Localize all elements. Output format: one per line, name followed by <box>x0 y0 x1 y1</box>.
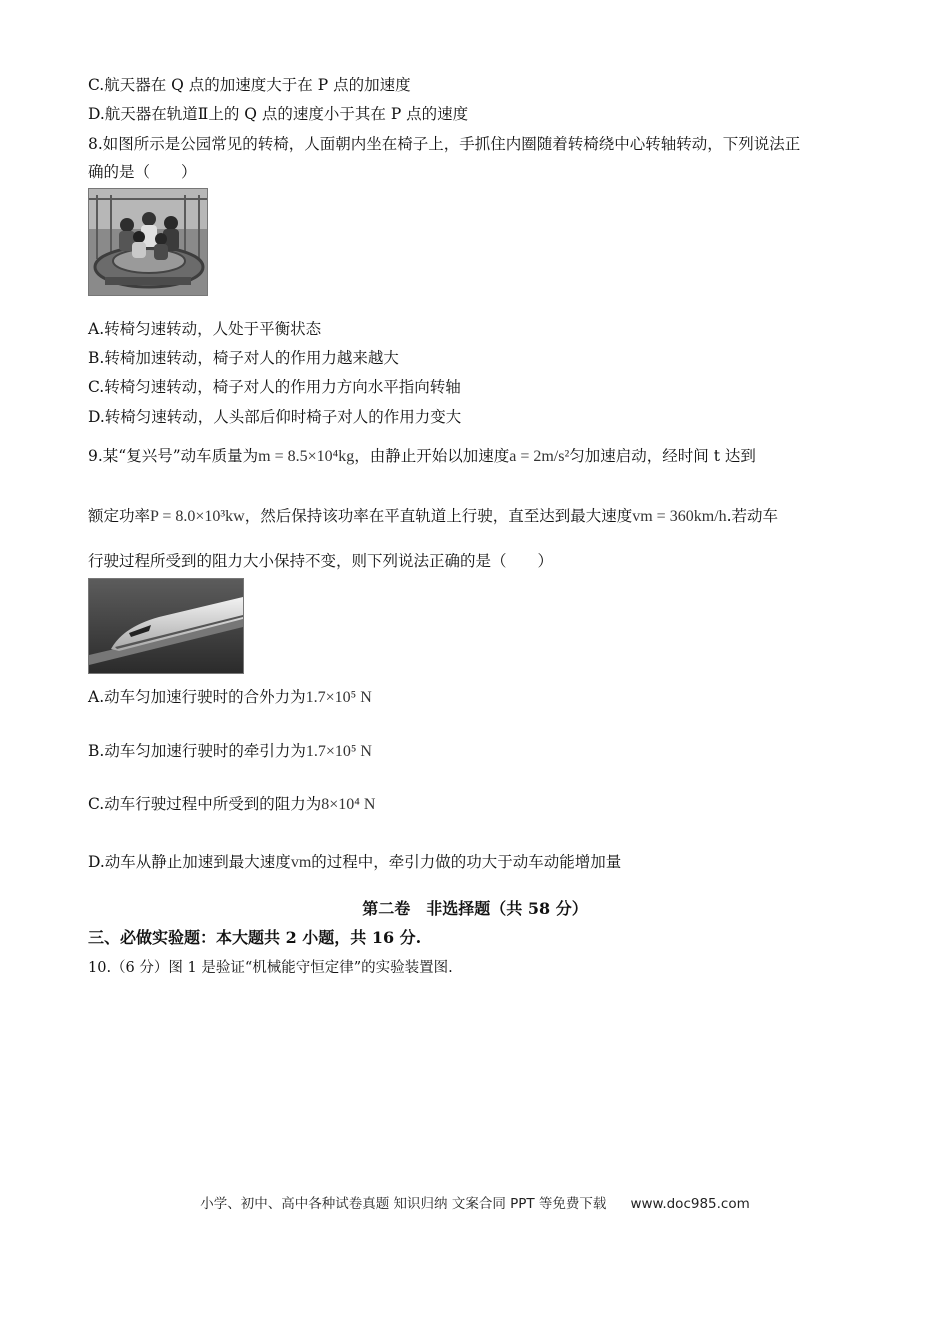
q9-line2-part-c: .若动车 <box>726 507 779 525</box>
q9-option-a <box>88 686 372 709</box>
q8-option-c: C.转椅匀速转动，椅子对人的作用力方向水平指向转轴 <box>88 378 461 396</box>
q8-option-d: D.转椅匀速转动，人头部后仰时椅子对人的作用力变大 <box>88 408 462 426</box>
q9-option-a-value: 1.7×10⁵ N <box>305 689 372 706</box>
q9-vmax-formula: vm = 360km/h <box>632 508 727 525</box>
q8-option-b: B.转椅加速转动，椅子对人的作用力越来越大 <box>88 349 399 367</box>
q9-option-b-value: 1.7×10⁵ N <box>305 743 372 760</box>
section-3-heading: 三、必做实验题：本大题共 2 小题，共 16 分. <box>88 928 422 947</box>
q10-stem: 10.（6 分）图 1 是验证“机械能守恒定律”的实验装置图. <box>88 960 453 976</box>
q9-stem-line1 <box>88 445 756 468</box>
q9-line2-part-b: ，然后保持该功率在平直轨道上行驶，直至达到最大速度 <box>244 507 633 525</box>
footer-url[interactable]: www.doc985.com <box>630 1196 750 1212</box>
rotating-chair-image <box>89 189 207 295</box>
q9-line1-part-b: ，由静止开始以加速度 <box>354 447 510 465</box>
q9-option-d <box>88 851 621 874</box>
q9-option-b-text: B.动车匀加速行驶时的牵引力为 <box>88 742 306 760</box>
q7-option-d: D.航天器在轨道Ⅱ上的 Q 点的速度小于其在 P 点的速度 <box>88 105 469 123</box>
part2-title: 第二卷 非选择题（共 58 分） <box>362 899 588 918</box>
q9-mass-formula: m = 8.5×10⁴kg <box>258 448 355 465</box>
q8-option-a: A.转椅匀速转动，人处于平衡状态 <box>88 320 322 338</box>
q9-accel-formula: a = 2m/s² <box>509 448 570 465</box>
q9-line1-part-a: 9.某“复兴号”动车质量为 <box>88 447 259 465</box>
footer-text: 小学、初中、高中各种试卷真题 知识归纳 文案合同 PPT 等免费下载 <box>200 1196 607 1212</box>
page-footer <box>0 1192 950 1212</box>
q8-stem-line2: 确的是（ ） <box>88 163 197 181</box>
q8-stem-line1: 8.如图所示是公园常见的转椅，人面朝内坐在椅子上，手抓住内圈随着转椅绕中心转轴转动，下列说法正 <box>88 135 801 153</box>
bullet-train-image <box>89 579 243 673</box>
q9-stem-line3: 行驶过程所受到的阻力大小保持不变，则下列说法正确的是（ ） <box>88 552 554 570</box>
rotating-chair-photo <box>88 188 208 296</box>
q9-option-c-value: 8×10⁴ N <box>321 796 376 813</box>
q9-option-b <box>88 740 372 763</box>
q9-option-d-symbol: vm <box>290 854 312 871</box>
q7-option-c: C.航天器在 Q 点的加速度大于在 P 点的加速度 <box>88 76 411 94</box>
q9-power-formula: P = 8.0×10³kw <box>150 508 245 525</box>
q9-option-c <box>88 793 375 816</box>
q9-option-d-text-a: D.动车从静止加速到最大速度 <box>88 853 291 871</box>
bullet-train-photo <box>88 578 244 674</box>
q9-option-a-text: A.动车匀加速行驶时的合外力为 <box>88 688 306 706</box>
q9-line2-part-a: 额定功率 <box>88 507 151 525</box>
q9-stem-line2 <box>88 505 778 528</box>
q9-line1-part-c: 匀加速启动，经时间 t 达到 <box>569 447 756 465</box>
q9-option-d-text-b: 的过程中，牵引力做的功大于动车动能增加量 <box>311 853 622 871</box>
q9-option-c-text: C.动车行驶过程中所受到的阻力为 <box>88 795 322 813</box>
